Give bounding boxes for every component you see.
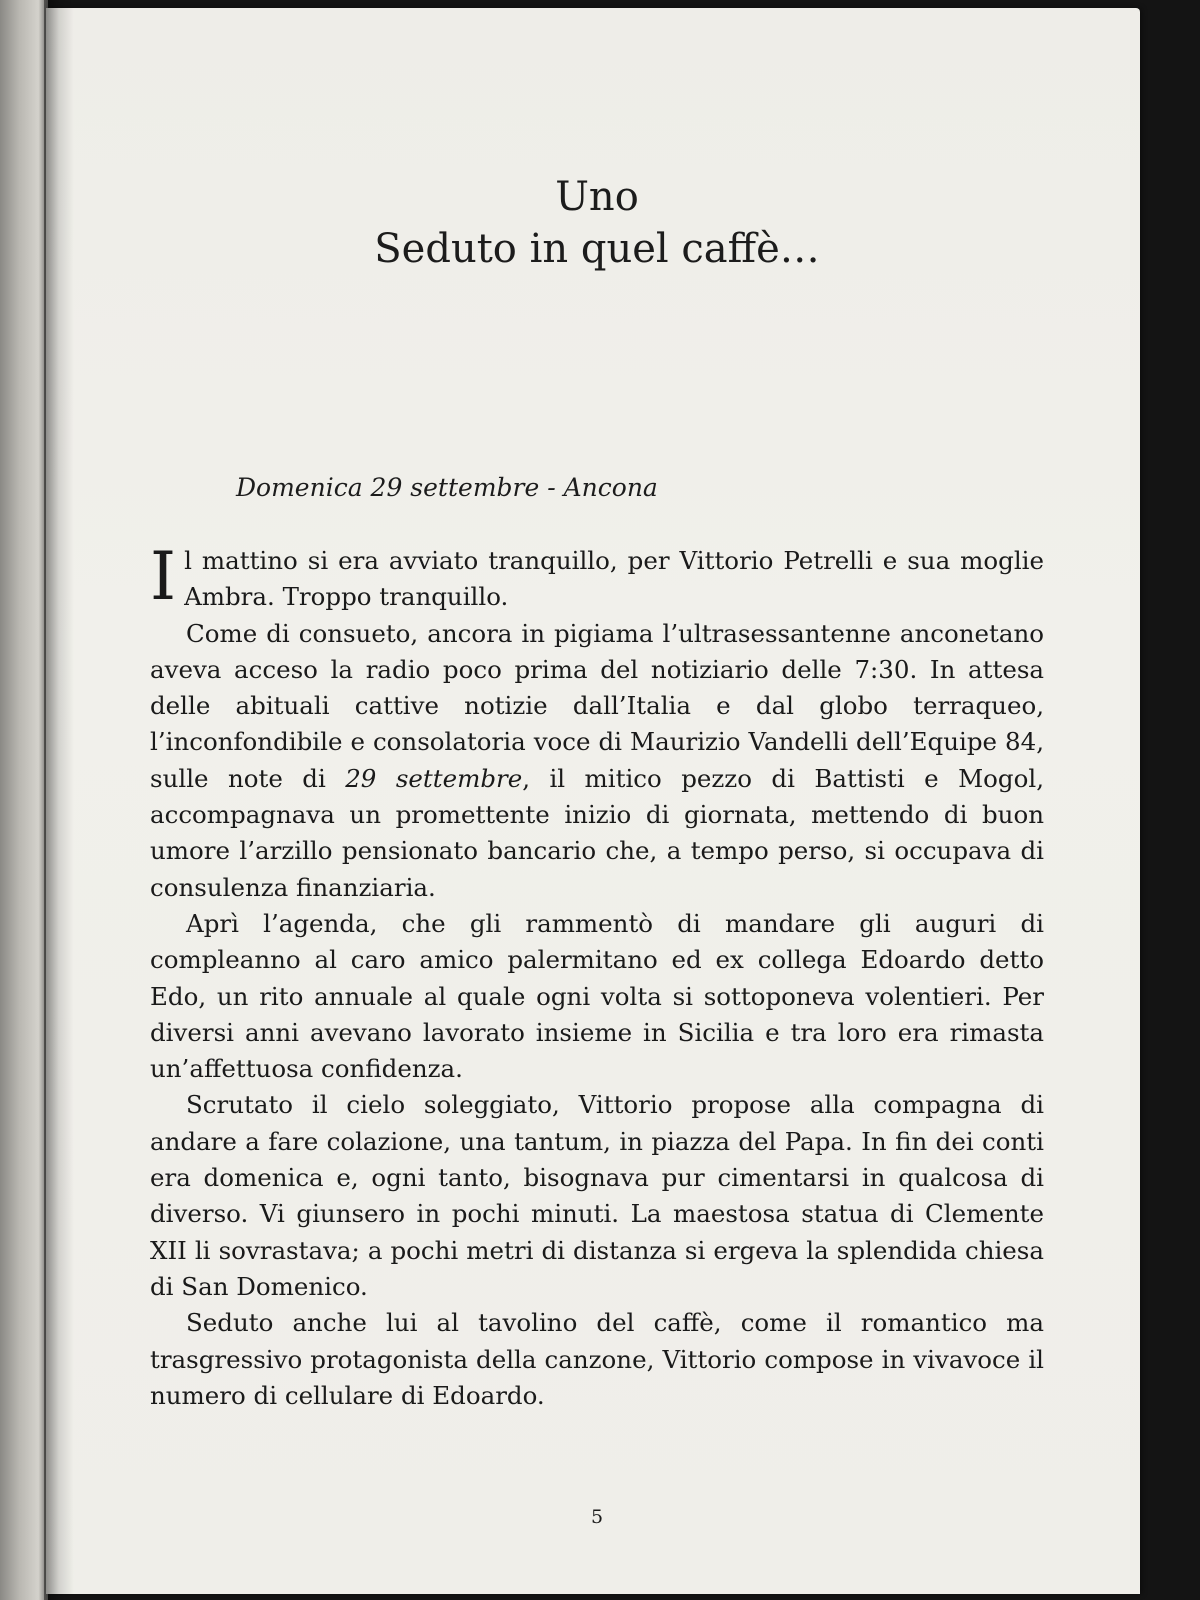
chapter-heading xyxy=(150,173,1044,275)
left-page-edge xyxy=(0,0,48,1600)
chapter-title: Seduto in quel caffè… xyxy=(374,226,820,272)
body-text xyxy=(150,538,1044,1414)
dateline: Domenica 29 settembre - Ancona xyxy=(236,473,658,502)
book-page xyxy=(46,8,1140,1594)
paragraph-1-text: l mattino si era avviato tranquillo, per Vittorio Petrelli e sua moglie Ambra. Troppo tranquillo. xyxy=(184,546,1044,612)
paragraph-4: Scrutato il cielo soleggiato, Vittorio propose alla compagna di andare a fare colazione, una tantum, in piazza del Papa. In fin dei conti era domenica e, ogni tanto, bisognava pur cimentarsi in qualcosa di diverso. Vi giunsero in pochi minuti. La maestosa statua di Clemente XII li sovrastava; a pochi metri di distanza si ergeva la splendida chiesa di San Domenico. xyxy=(150,1090,1044,1301)
paragraph-2-before: Come di consueto, ancora in pigiama l’ultrasessantenne anconetano aveva acceso la radio poco prima del notiziario delle 7:30. In attesa delle abituali cattive notizie dall’Italia e dal globo terraqueo, l’inconfondibile e consolatoria voce di Maurizio Vandelli dell’Equipe 84, sulle note di xyxy=(150,618,1044,793)
gutter-shadow xyxy=(44,0,74,1600)
paragraph-1 xyxy=(150,538,1044,616)
paragraph-5: Seduto anche lui al tavolino del caffè, come il romantico ma trasgressivo protagonista della canzone, Vittorio compose in vivavoce il numero di cellulare di Edoardo. xyxy=(150,1308,1044,1410)
paragraph-2-after: , il mitico pezzo di Battisti e Mogol, accompagnava un promettente inizio di giornata, mettendo di buon umore l’arzillo pensionato bancario che, a tempo perso, si occupava di consulenza finanziaria. xyxy=(150,763,1044,902)
drop-cap: I xyxy=(150,538,177,615)
song-title: 29 settembre xyxy=(345,763,523,793)
chapter-number: Uno xyxy=(555,174,639,220)
paragraph-3: Aprì l’agenda, che gli rammentò di mandare gli auguri di compleanno al caro amico palermitano ed ex collega Edoardo detto Edo, un rito annuale al quale ogni volta si sottoponeva volentieri. Per diversi anni avevano lavorato insieme in Sicilia e tra loro era rimasta un’affettuosa confidenza. xyxy=(150,908,1044,1084)
paragraph-2 xyxy=(150,616,1044,906)
text-block xyxy=(150,173,1044,1553)
page-number: 5 xyxy=(590,1506,604,1528)
